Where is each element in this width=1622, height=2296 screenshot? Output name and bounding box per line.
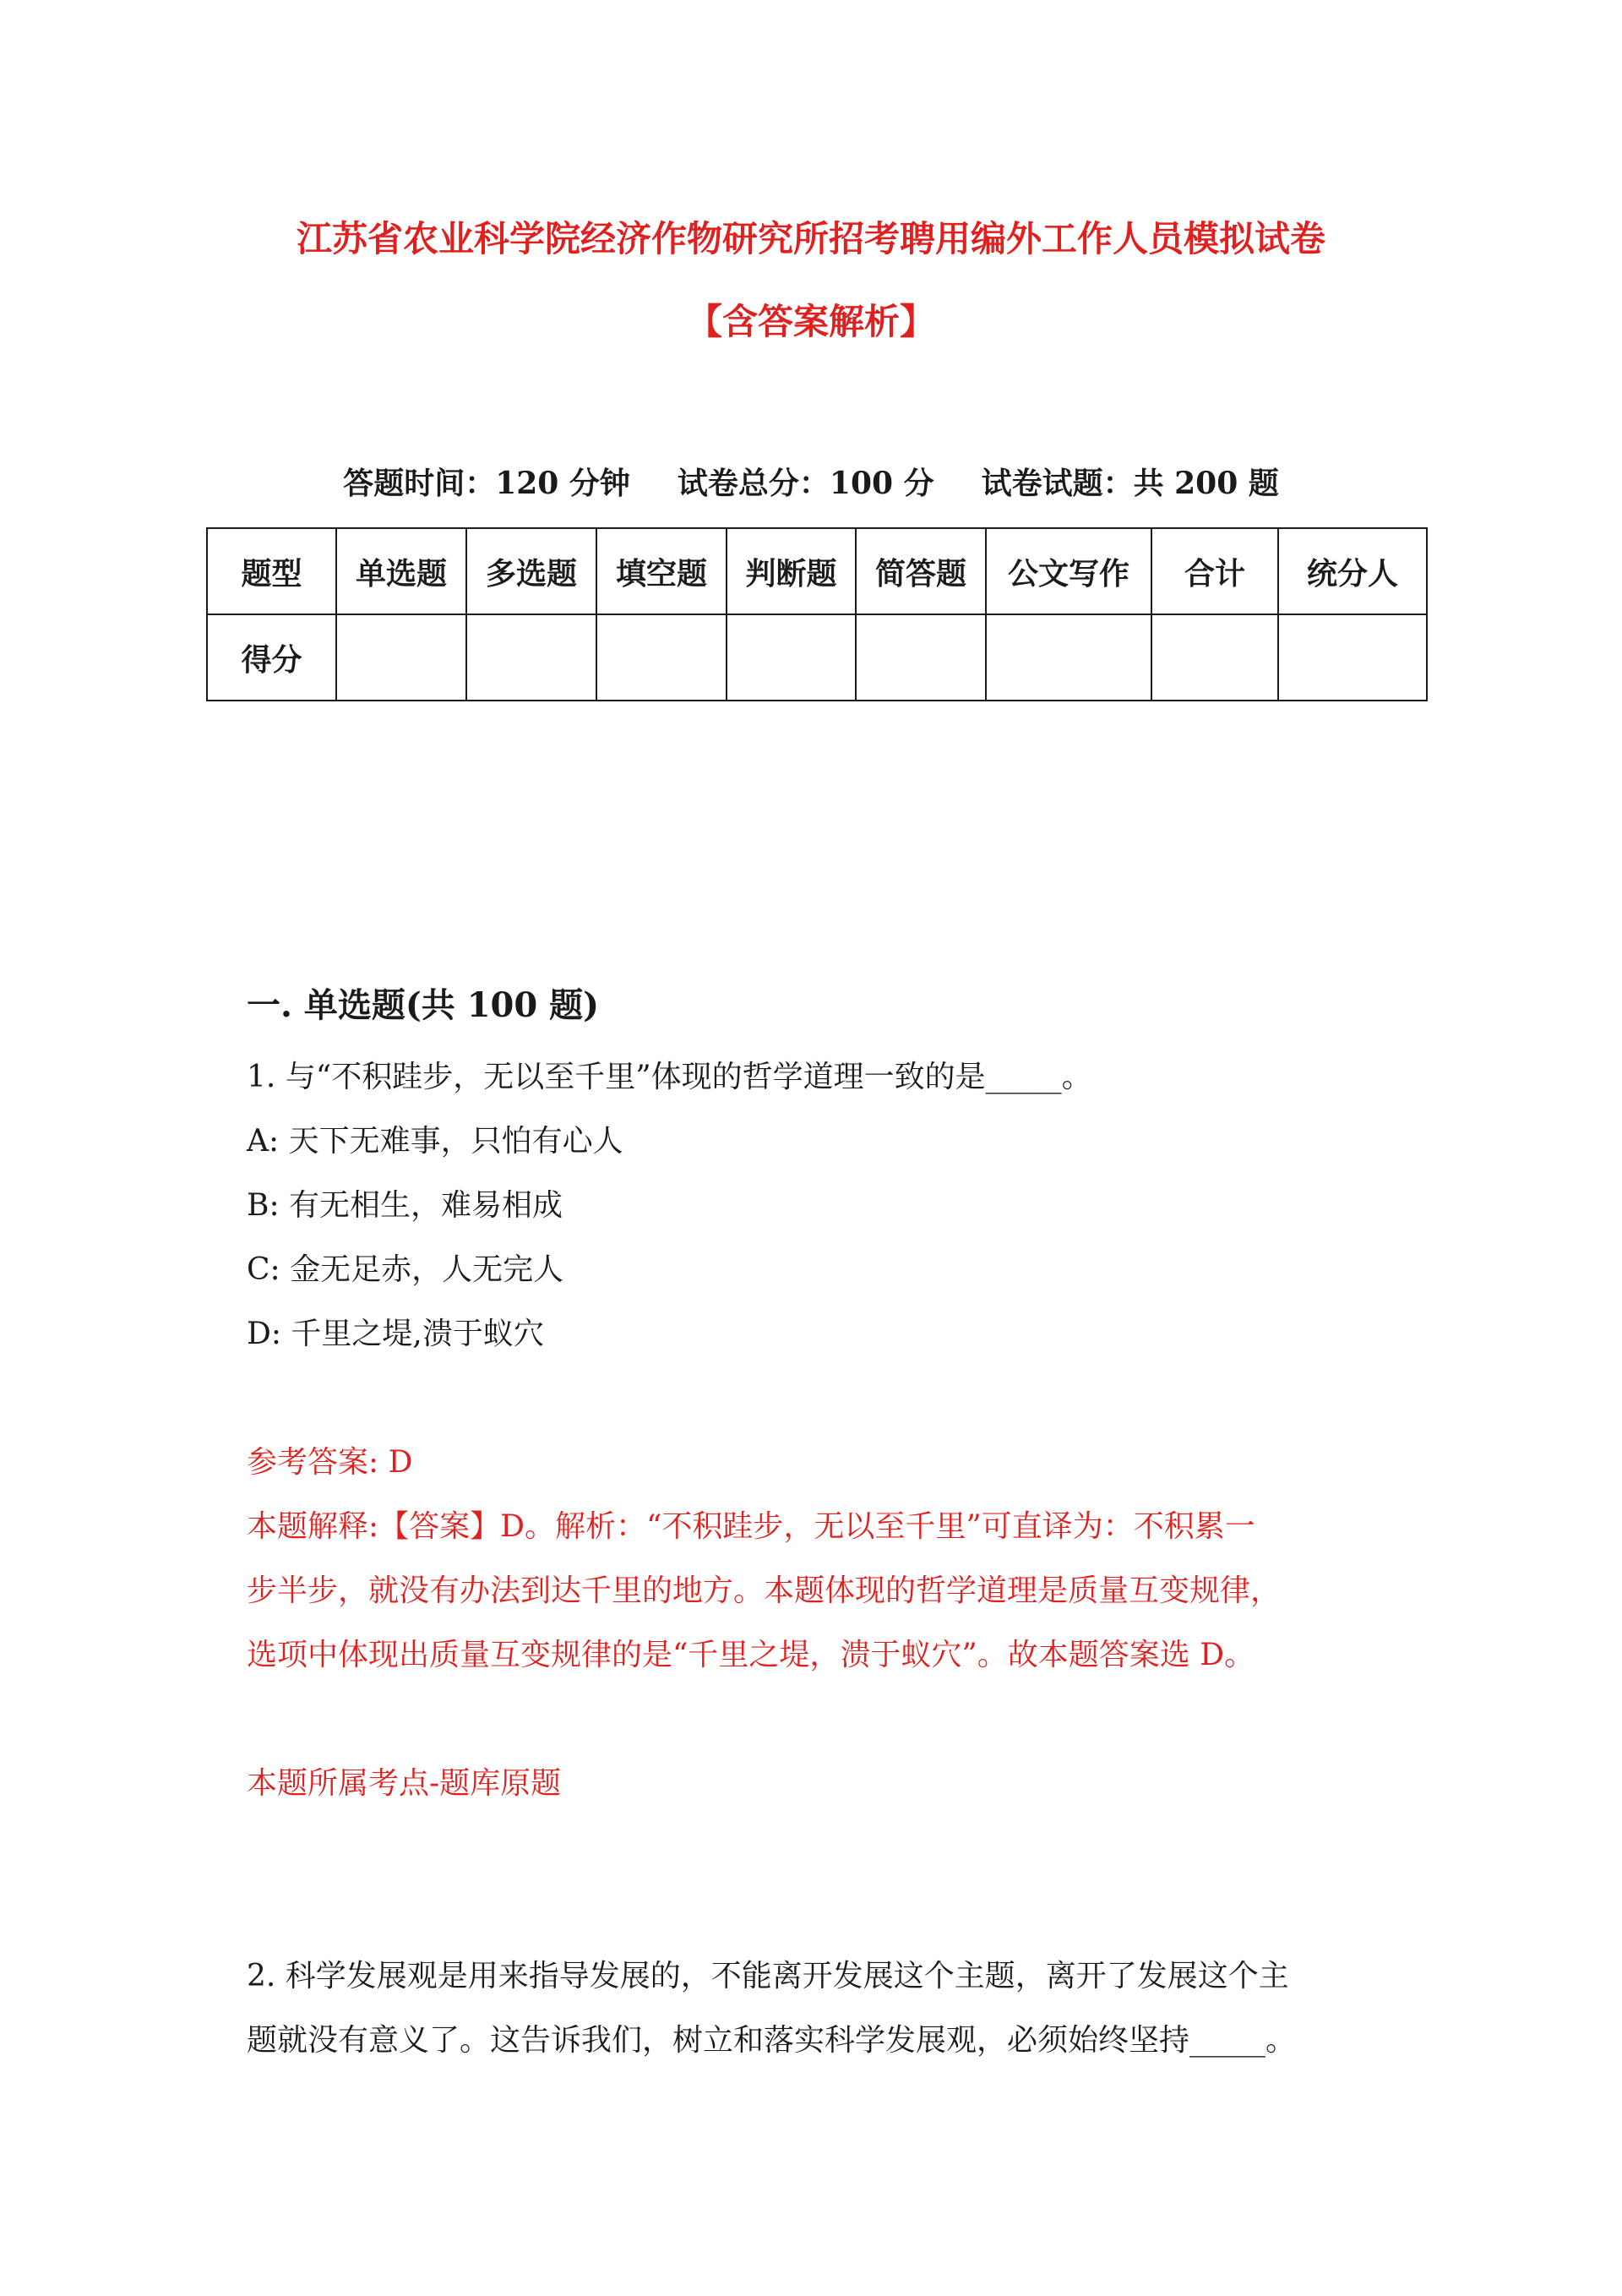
question-1-answer: 参考答案: D: [247, 1445, 413, 1480]
question-1-topic: 本题所属考点-题库原题: [247, 1766, 562, 1801]
score-cell: [986, 614, 1151, 701]
question-1-stem: 1. 与“不积跬步，无以至千里”体现的哲学道理一致的是_____。: [247, 1060, 1092, 1094]
score-cell: [1151, 614, 1278, 701]
score-table-score-row: [207, 614, 1427, 701]
score-table-header: 简答题: [856, 528, 986, 614]
question-1-option-b: B: 有无相生，难易相成: [247, 1188, 563, 1223]
exam-time: 答题时间：120 分钟: [343, 466, 630, 501]
question-1-explanation-line: 本题解释:【答案】D。解析：“不积跬步，无以至千里”可直译为：不积累一: [247, 1509, 1255, 1544]
question-2-stem-line: 题就没有意义了。这告诉我们，树立和落实科学发展观，必须始终坚持_____。: [247, 2023, 1297, 2058]
question-1-option-c: C: 金无足赤，人无完人: [247, 1252, 564, 1287]
question-2-stem-line: 2. 科学发展观是用来指导发展的，不能离开发展这个主题，离开了发展这个主: [247, 1959, 1289, 1993]
section-heading: 一. 单选题(共 100 题): [247, 985, 600, 1025]
question-1-explanation-line: 选项中体现出质量互变规律的是“千里之堤，溃于蚁穴”。故本题答案选 D。: [247, 1638, 1255, 1672]
score-table-header: 合计: [1151, 528, 1278, 614]
score-table: [206, 527, 1428, 701]
question-1-explanation-line: 步半步，就没有办法到达千里的地方。本题体现的哲学道理是质量互变规律，: [247, 1573, 1282, 1608]
exam-total-score: 试卷总分：100 分: [677, 466, 934, 501]
score-table-header: 统分人: [1278, 528, 1427, 614]
score-cell: [466, 614, 596, 701]
score-table-header: 公文写作: [986, 528, 1151, 614]
document-title-line-1: 江苏省农业科学院经济作物研究所招考聘用编外工作人员模拟试卷: [296, 218, 1325, 259]
exam-meta: [0, 460, 1622, 503]
score-cell: [336, 614, 466, 701]
exam-question-count: 试卷试题：共 200 题: [981, 466, 1279, 501]
question-1-option-a: A: 天下无难事，只怕有心人: [247, 1124, 623, 1159]
score-table-header: 题型: [207, 528, 336, 614]
score-cell: [856, 614, 986, 701]
document-title-line-2: 【含答案解析】: [686, 301, 935, 342]
score-cell: [596, 614, 727, 701]
score-cell: [727, 614, 856, 701]
score-table-header-row: [207, 528, 1427, 614]
score-cell: [1278, 614, 1427, 701]
score-table-header: 填空题: [596, 528, 727, 614]
score-table-header: 判断题: [727, 528, 856, 614]
score-table-header: 单选题: [336, 528, 466, 614]
score-row-label: 得分: [207, 614, 336, 701]
score-table-header: 多选题: [466, 528, 596, 614]
question-1-option-d: D: 千里之堤,溃于蚁穴: [247, 1317, 544, 1351]
